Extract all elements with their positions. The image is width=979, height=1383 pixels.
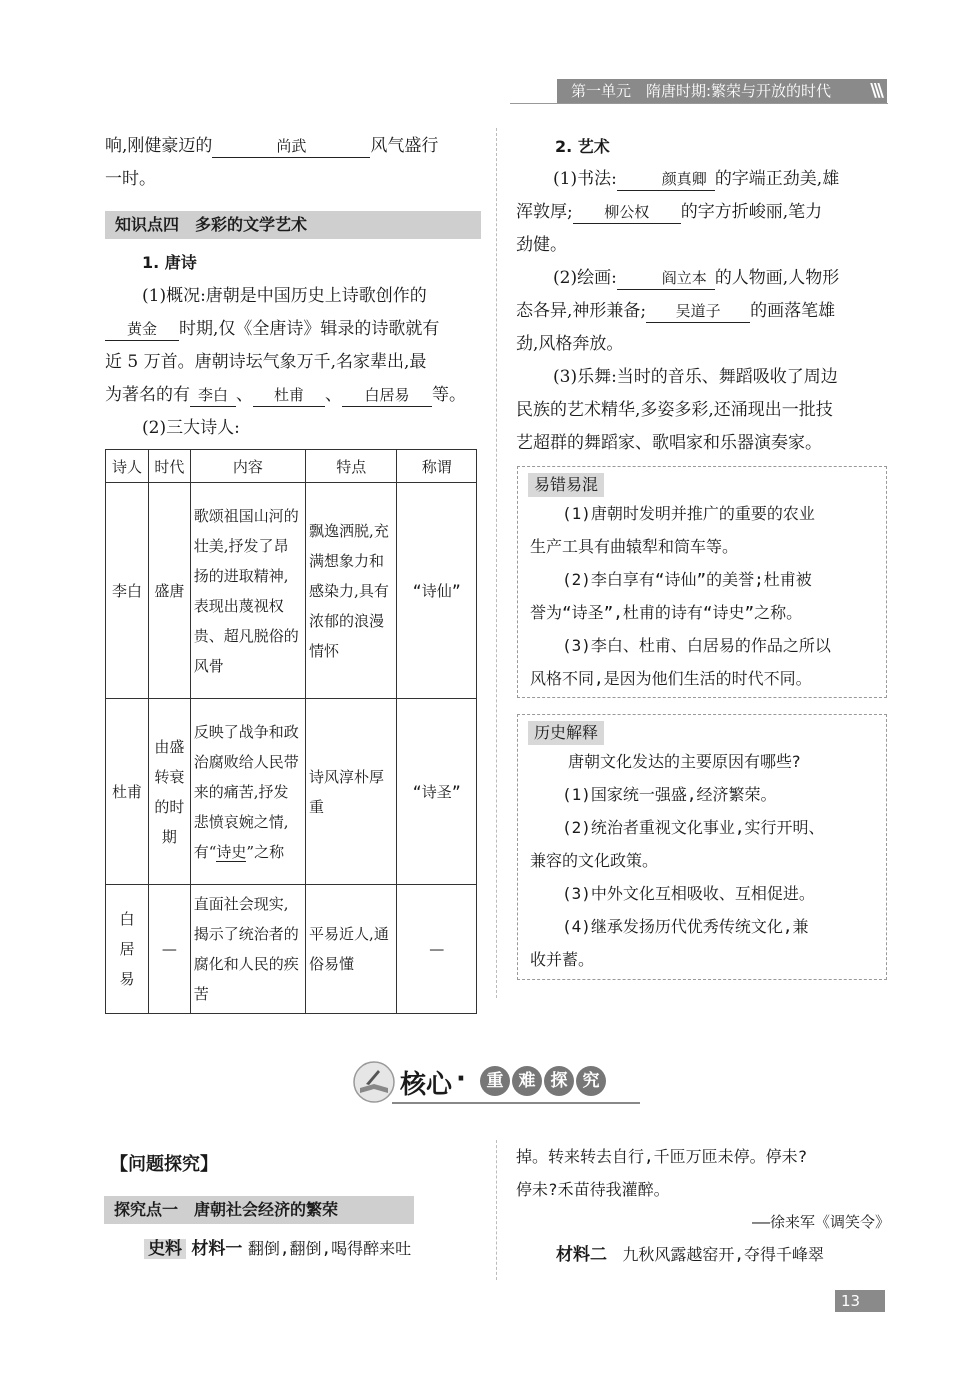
blank-shishi: 诗史 bbox=[216, 842, 247, 861]
blank-yanliben: 阎立本 bbox=[617, 267, 715, 290]
material1-label: 材料一 bbox=[191, 1239, 243, 1259]
pill-zhong: 重 bbox=[480, 1066, 510, 1096]
header-title: 第一单元 隋唐时期:繁荣与开放的时代 bbox=[570, 82, 831, 100]
table-row bbox=[106, 699, 477, 885]
material2-label: 材料二 bbox=[556, 1245, 607, 1265]
column-divider bbox=[496, 128, 497, 998]
page-number: 13 bbox=[835, 1290, 885, 1312]
poet-cell: 李白 bbox=[106, 483, 149, 699]
error-prone-box: 易错易混 (1)唐朝时发明并推广的重要的农业 生产工具有曲辕犁和筒车等。 (2)李白享有“诗仙”的美誉;杜甫被 誉为“诗圣”,杜甫的诗有“诗史”之称。 (3)李白、杜甫、白居易的作品之所以 风格不同,是因为他们生活的时代不同。 bbox=[517, 466, 887, 698]
title-cell: “诗圣” bbox=[397, 699, 477, 885]
core-dot: · bbox=[456, 1064, 466, 1094]
blank-shangwu: 尚武 bbox=[212, 135, 370, 158]
poets-table bbox=[105, 449, 477, 1014]
core-underline bbox=[392, 1102, 640, 1104]
shiliao-tag: 史料 bbox=[144, 1239, 186, 1259]
history-explain-tag: 历史解释 bbox=[528, 721, 604, 745]
era-cell: 盛唐 bbox=[148, 483, 190, 699]
poet-cell: 白居易 bbox=[106, 885, 149, 1014]
blank-yanzhenqing: 颜真卿 bbox=[617, 168, 715, 191]
question-text: 唐朝文化发达的主要原因有哪些? bbox=[568, 752, 801, 771]
feature-cell: 飘逸洒脱,充满想象力和感染力,具有浓郁的浪漫情怀 bbox=[306, 483, 397, 699]
content-cell: 反映了战争和政治腐败给人民带来的痛苦,抒发悲愤哀婉之情,有“诗史”之称 bbox=[190, 699, 305, 885]
poet-cell: 杜甫 bbox=[106, 699, 149, 885]
tangshi-overview: (1)概况:唐朝是中国历史上诗歌创作的 黄金 时期,仅《全唐诗》辑录的诗歌就有 近 5 万首。唐朝诗坛气象万千,名家辈出,最 为著名的有 李白 、 杜甫 、 白居易 等。 (2)三大诗人: bbox=[105, 286, 466, 438]
blank-huangjin: 黄金 bbox=[105, 318, 179, 341]
art-text: (1)书法: 颜真卿 的字端正劲美,雄 浑敦厚; 柳公权 的字方折峻丽,笔力 劲健。 (2)绘画: 阎立本 的人物画,人物形 态各异,神形兼备; 吴道子 的画落笔雄 劲,风格奔放。 (3)乐舞:当时的音乐、舞蹈吸收了周边 民族的艺术精华,多姿多彩,还涌现出一批技 艺超群的舞蹈家、歌唱家和乐器演奏家。 bbox=[516, 169, 840, 453]
blank-wudaozi: 吴道子 bbox=[646, 300, 750, 323]
title-cell: “诗仙” bbox=[397, 483, 477, 699]
material2-text: 九秋风露越窑开,夺得千峰翠 bbox=[622, 1245, 825, 1264]
material1-continued: 掉。转来转去自行,千匝万匝未停。停未? 停未?禾苗待我灌醉。 ——徐来军《调笑令》 bbox=[516, 1140, 890, 1239]
intro-text: 响,刚健豪迈的 尚武 风气盛行 一时。 bbox=[105, 136, 439, 189]
header-feature: 特点 bbox=[306, 450, 397, 483]
era-cell: 由盛转衰的时期 bbox=[148, 699, 190, 885]
table-row bbox=[106, 885, 477, 1014]
blank-dufu: 杜甫 bbox=[253, 384, 325, 407]
header-poet: 诗人 bbox=[106, 450, 149, 483]
header-content: 内容 bbox=[190, 450, 305, 483]
material1-text: 翻倒,翻倒,喝得醉来吐 bbox=[247, 1239, 412, 1258]
table-header-row bbox=[106, 450, 477, 483]
title-cell: — bbox=[397, 885, 477, 1014]
header-era: 时代 bbox=[148, 450, 190, 483]
feature-cell: 平易近人,通俗易懂 bbox=[306, 885, 397, 1014]
yishu-heading: 2. 艺术 bbox=[555, 137, 610, 156]
error-prone-tag: 易错易混 bbox=[528, 473, 604, 497]
core-pills bbox=[480, 1066, 608, 1096]
section-bar-tanjiu: 探究点一 唐朝社会经济的繁荣 bbox=[104, 1196, 414, 1224]
tangshi-heading: 1. 唐诗 bbox=[142, 253, 197, 272]
table-row bbox=[106, 483, 477, 699]
header-title: 称谓 bbox=[397, 450, 477, 483]
era-cell: — bbox=[148, 885, 190, 1014]
poem-source: ——徐来军《调笑令》 bbox=[751, 1213, 890, 1231]
pill-nan: 难 bbox=[512, 1066, 542, 1096]
blank-baijuyi: 白居易 bbox=[342, 384, 432, 407]
pill-tan: 探 bbox=[544, 1066, 574, 1096]
content-cell: 歌颂祖国山河的壮美,抒发了昂扬的进取精神,表现出蔑视权贵、超凡脱俗的风骨 bbox=[190, 483, 305, 699]
content-cell: 直面社会现实,揭示了统治者的腐化和人民的疾苦 bbox=[190, 885, 305, 1014]
material2-line bbox=[556, 1238, 824, 1272]
bottom-column-divider bbox=[496, 1140, 497, 1280]
history-explain-box: 历史解释 唐朝文化发达的主要原因有哪些? (1)国家统一强盛,经济繁荣。 (2)统治者重视文化事业,实行开明、 兼容的文化政策。 (3)中外文化互相吸收、互相促进。 (4)继承发扬历代优秀传统文化,兼 收并蓄。 bbox=[517, 714, 887, 980]
header-slashes: \\\ bbox=[870, 80, 881, 101]
material1-line bbox=[144, 1232, 411, 1266]
wenti-heading: 【问题探究】 bbox=[110, 1154, 218, 1175]
blank-libai: 李白 bbox=[190, 384, 236, 407]
blank-liugongquan: 柳公权 bbox=[573, 201, 681, 224]
feature-cell: 诗风淳朴厚重 bbox=[306, 699, 397, 885]
core-banner bbox=[352, 1058, 642, 1108]
running-header bbox=[557, 79, 887, 103]
section-bar-4: 知识点四 多彩的文学艺术 bbox=[105, 211, 481, 239]
pill-jiu: 究 bbox=[576, 1066, 606, 1096]
book-icon bbox=[352, 1060, 396, 1104]
core-title: 核心 bbox=[400, 1070, 453, 1100]
header-rule bbox=[510, 103, 888, 104]
